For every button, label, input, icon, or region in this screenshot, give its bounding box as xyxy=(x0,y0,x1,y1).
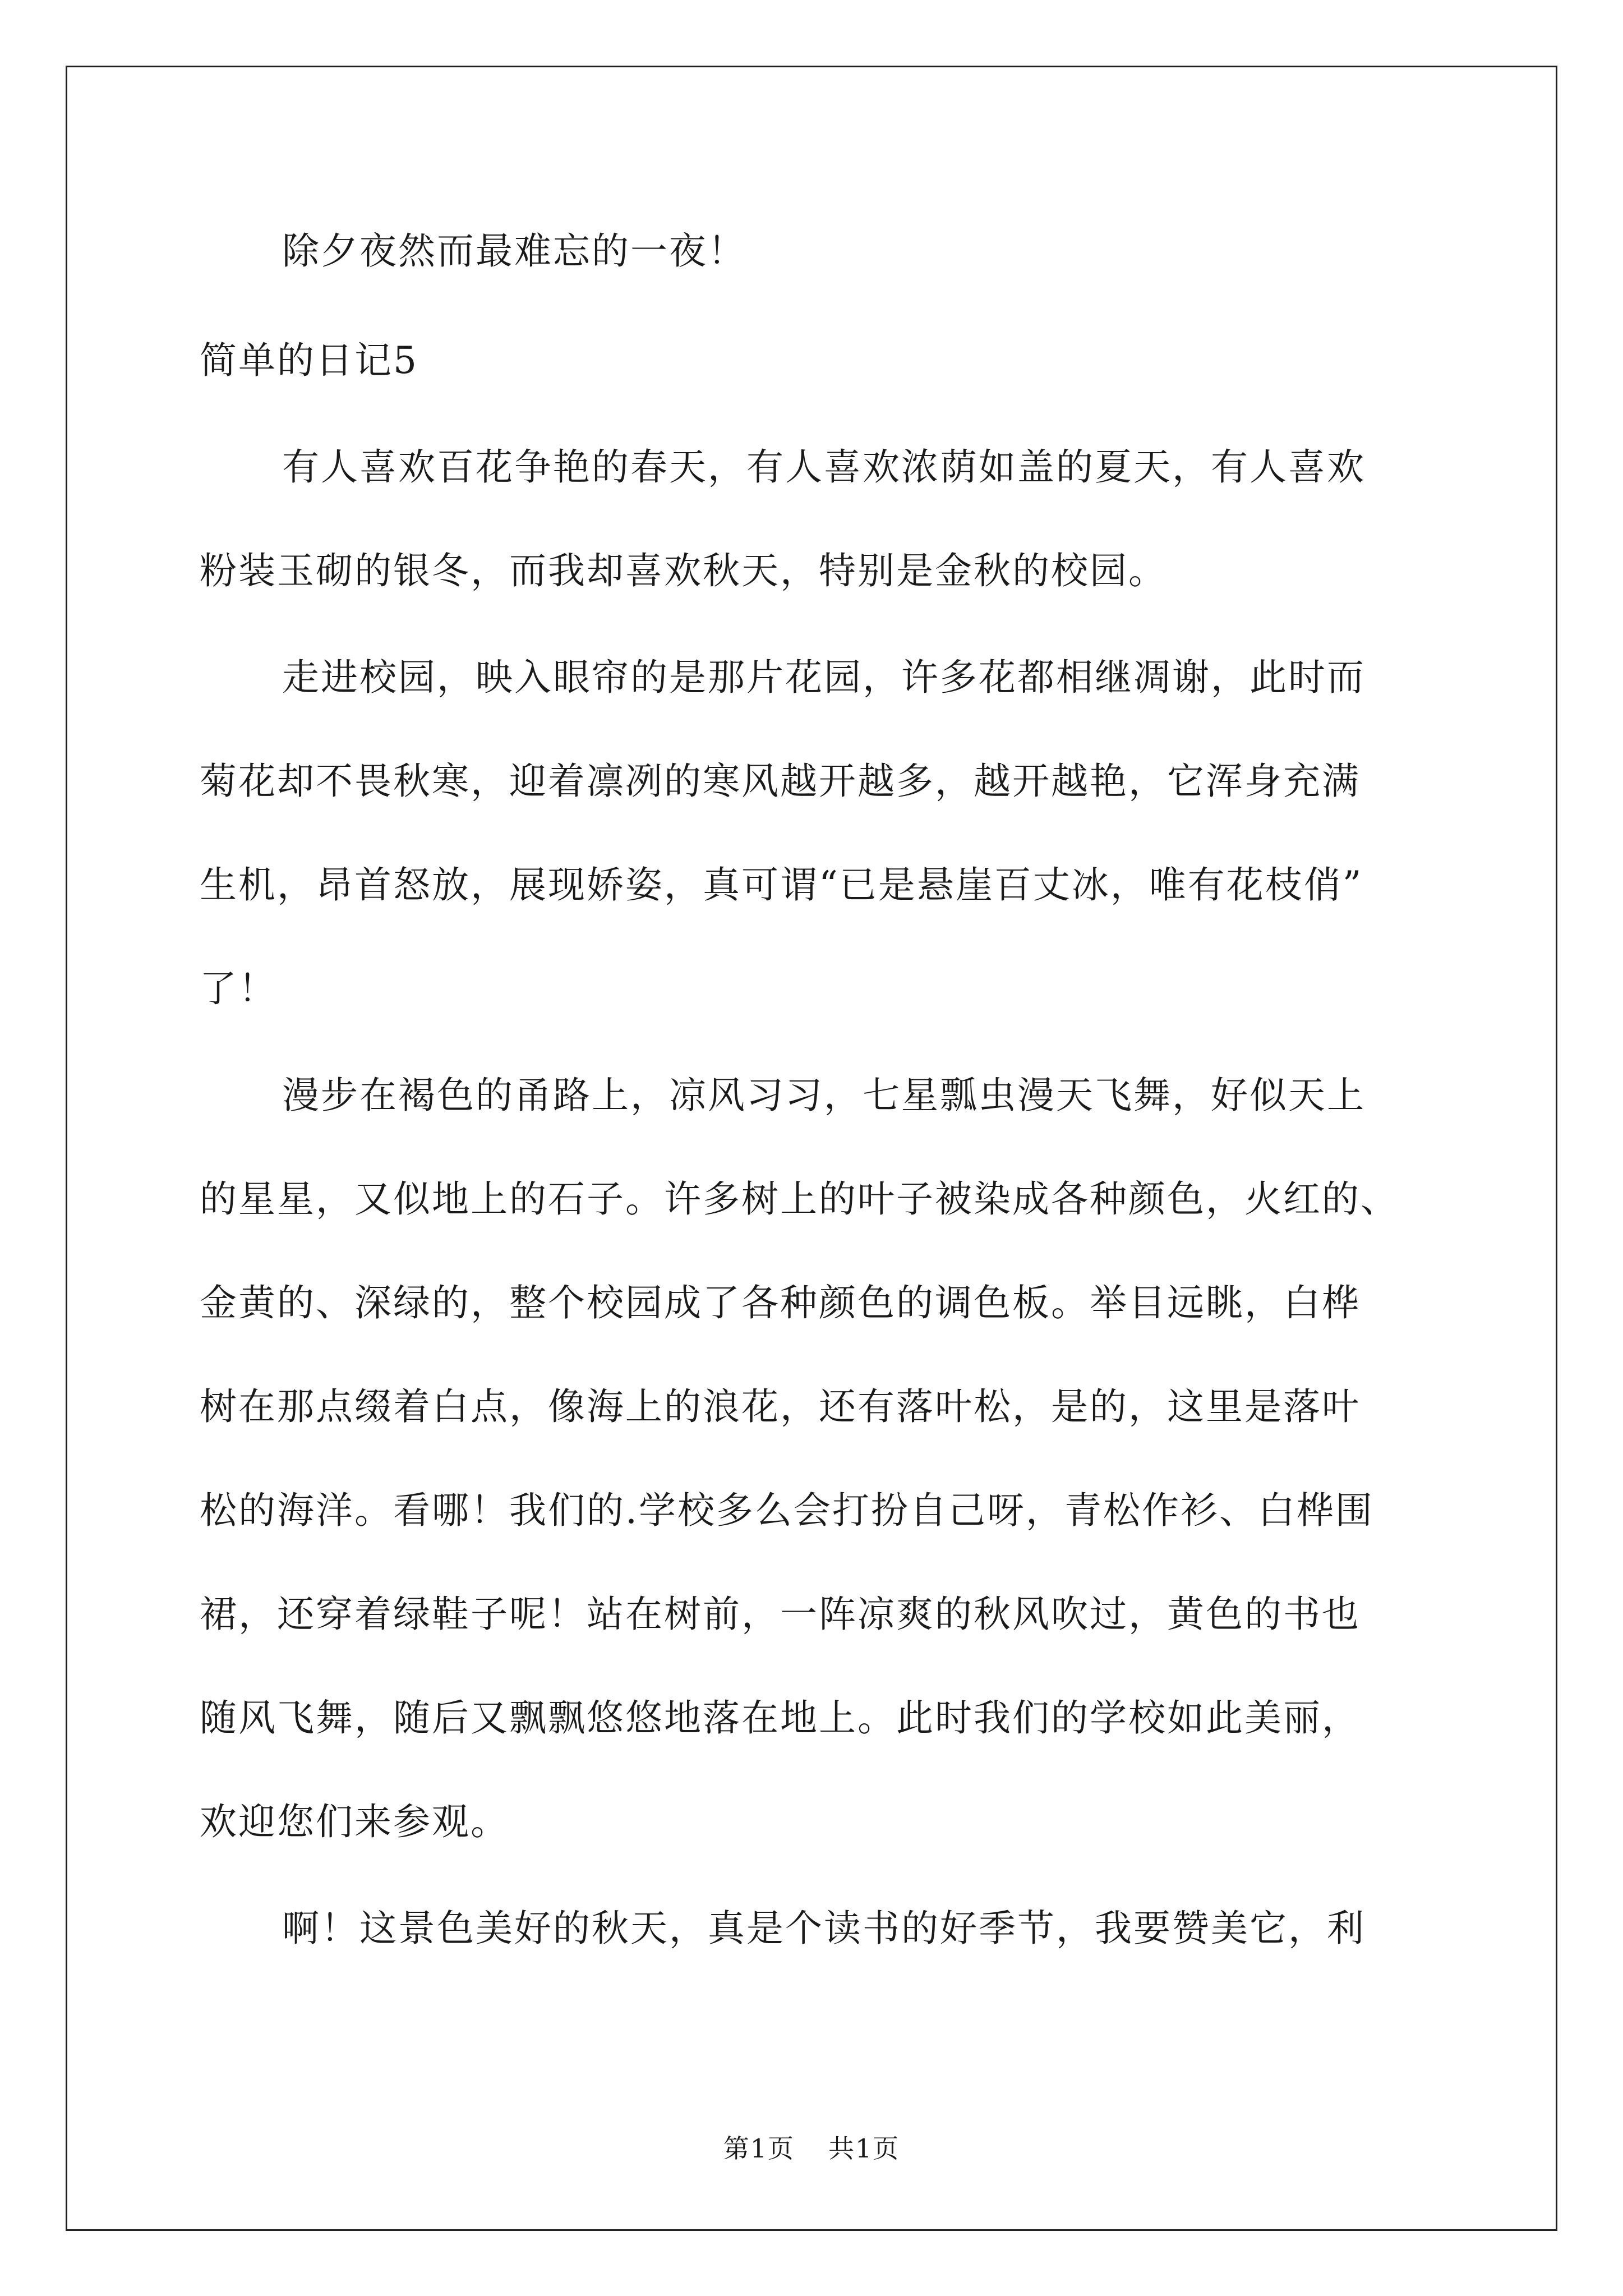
paragraph-line: 生机，昂首怒放，展现娇姿，真可谓“已是悬崖百丈冰，唯有花枝俏” xyxy=(200,863,1363,907)
paragraph-line: 粉装玉砌的银冬，而我却喜欢秋天，特别是金秋的校园。 xyxy=(200,549,1167,592)
page-total: 共1页 xyxy=(828,2133,900,2164)
paragraph-line: 树在那点缀着白点，像海上的浪花，还有落叶松，是的，这里是落叶 xyxy=(200,1385,1361,1428)
paragraph-line: 了！ xyxy=(200,967,277,1010)
section-heading: 简单的日记5 xyxy=(200,339,418,382)
paragraph-line: 漫步在褐色的甬路上，凉风习习，七星瓢虫漫天飞舞，好似天上 xyxy=(282,1074,1366,1117)
page-number: 第1页 xyxy=(723,2133,795,2164)
paragraph-line: 啊！这景色美好的秋天，真是个读书的好季节，我要赞美它，利 xyxy=(282,1907,1366,1950)
page-footer xyxy=(0,2132,1623,2165)
paragraph-line: 欢迎您们来参观。 xyxy=(200,1800,509,1843)
paragraph-line: 裙，还穿着绿鞋子呢！站在树前，一阵凉爽的秋风吹过，黄色的书也 xyxy=(200,1593,1361,1636)
paragraph-line: 松的海洋。看哪！我们的.学校多么会打扮自己呀，青松作衫、白桦围 xyxy=(200,1489,1374,1532)
paragraph-line: 金黄的、深绿的，整个校园成了各种颜色的调色板。举目远眺，白桦 xyxy=(200,1281,1361,1324)
paragraph-line: 的星星，又似地上的石子。许多树上的叶子被染成各种颜色，火红的、 xyxy=(200,1177,1399,1221)
paragraph-line: 有人喜欢百花争艳的春天，有人喜欢浓荫如盖的夏天，有人喜欢 xyxy=(282,445,1366,489)
paragraph-line: 菊花却不畏秋寒，迎着凛冽的寒风越开越多，越开越艳，它浑身充满 xyxy=(200,760,1361,803)
paragraph-line: 除夕夜然而最难忘的一夜！ xyxy=(282,229,746,273)
paragraph-line: 走进校园，映入眼帘的是那片花园，许多花都相继凋谢，此时而 xyxy=(282,656,1366,699)
paragraph-line: 随风飞舞，随后又飘飘悠悠地落在地上。此时我们的学校如此美丽， xyxy=(200,1696,1361,1740)
